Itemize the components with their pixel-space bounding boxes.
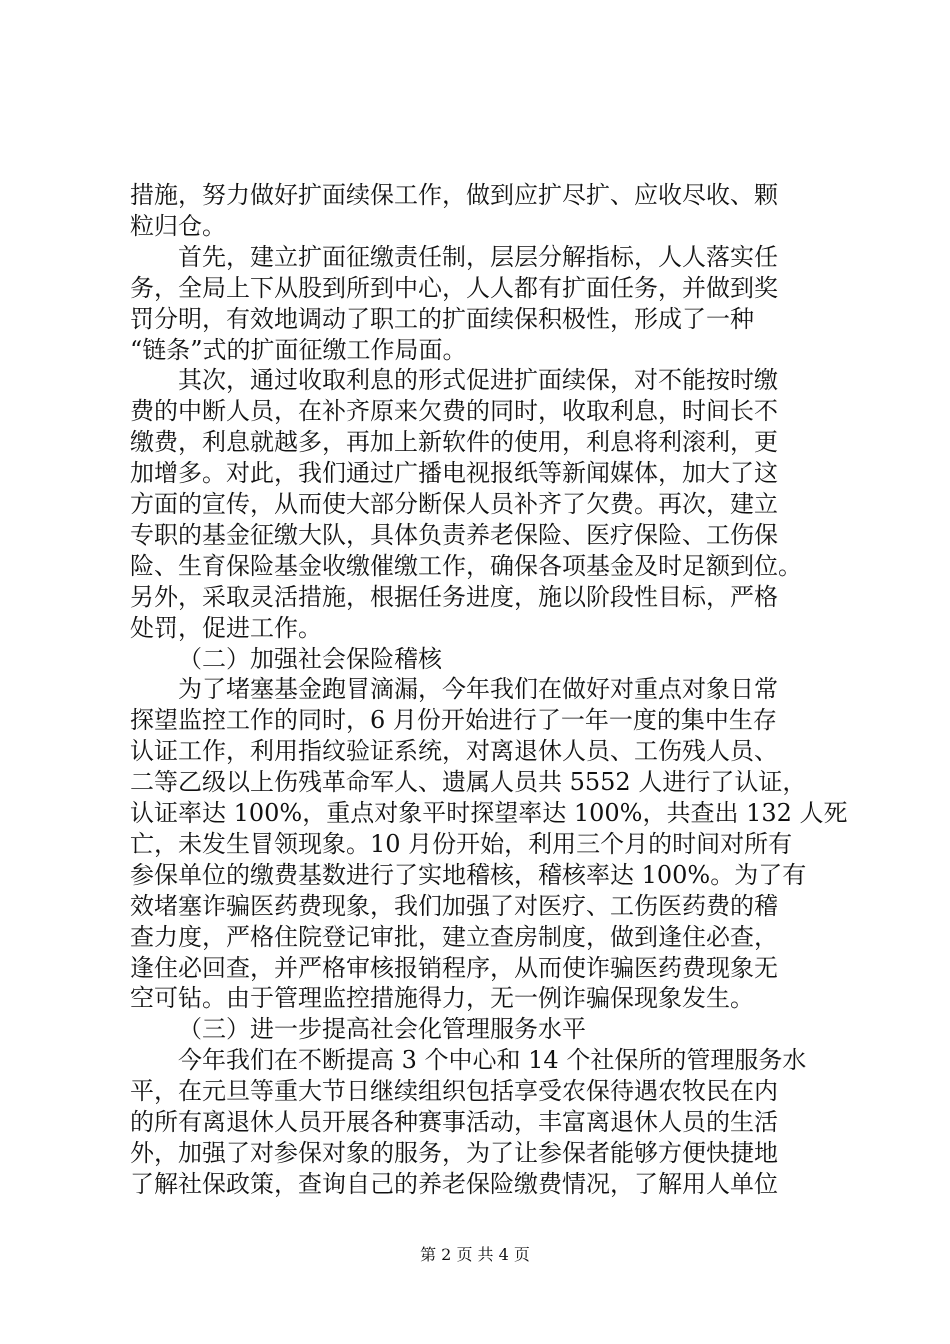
paragraph-line: 平，在元旦等重大节日继续组织包括享受农保待遇农牧民在内 — [130, 1077, 778, 1105]
paragraph-line: 另外，采取灵活措施，根据任务进度，施以阶段性目标，严格 — [130, 583, 778, 611]
paragraph-line: 效堵塞诈骗医药费现象，我们加强了对医疗、工伤医药费的稽 — [130, 892, 778, 920]
paragraph-line: 今年我们在不断提高 3 个中心和 14 个社保所的管理服务水 — [178, 1046, 807, 1074]
paragraph-line: “链条”式的扩面征缴工作局面。 — [130, 336, 467, 364]
paragraph-line: 缴费，利息就越多，再加上新软件的使用，利息将利滚利，更 — [130, 428, 778, 456]
paragraph-line: 空可钻。由于管理监控措施得力，无一例诈骗保现象发生。 — [130, 984, 754, 1012]
paragraph-line: 加增多。对此，我们通过广播电视报纸等新闻媒体，加大了这 — [130, 459, 778, 487]
paragraph-line: 二等乙级以上伤残革命军人、遗属人员共 5552 人进行了认证， — [130, 768, 807, 796]
paragraph-line: 认证工作，利用指纹验证系统，对离退休人员、工伤残人员、 — [130, 737, 778, 765]
paragraph-line: 粒归仓。 — [130, 212, 226, 240]
paragraph-line: 逢住必回查，并严格审核报销程序，从而使诈骗医药费现象无 — [130, 954, 778, 982]
paragraph-line: 险、生育保险基金收缴催缴工作，确保各项基金及时足额到位。 — [130, 552, 802, 580]
section-heading: （二）加强社会保险稽核 — [178, 645, 442, 673]
paragraph-line: 其次，通过收取利息的形式促进扩面续保，对不能按时缴 — [178, 366, 778, 394]
paragraph-line: 首先，建立扩面征缴责任制，层层分解指标，人人落实任 — [178, 243, 778, 271]
paragraph-line: 措施，努力做好扩面续保工作，做到应扩尽扩、应收尽收、颗 — [130, 181, 778, 209]
paragraph-line: 费的中断人员，在补齐原来欠费的同时，收取利息，时间长不 — [130, 397, 778, 425]
paragraph-line: 专职的基金征缴大队，具体负责养老保险、医疗保险、工伤保 — [130, 521, 778, 549]
paragraph-line: 探望监控工作的同时，6 月份开始进行了一年一度的集中生存 — [130, 706, 777, 734]
paragraph-line: 外，加强了对参保对象的服务，为了让参保者能够方便快捷地 — [130, 1139, 778, 1167]
paragraph-line: 参保单位的缴费基数进行了实地稽核，稽核率达 100%。为了有 — [130, 861, 807, 889]
paragraph-line: 处罚，促进工作。 — [130, 614, 322, 642]
paragraph-line: 务，全局上下从股到所到中心，人人都有扩面任务，并做到奖 — [130, 274, 778, 302]
paragraph-line: 查力度，严格住院登记审批，建立查房制度，做到逢住必查， — [130, 923, 778, 951]
paragraph-line: 罚分明，有效地调动了职工的扩面续保积极性，形成了一种 — [130, 305, 754, 333]
paragraph-line: 了解社保政策，查询自己的养老保险缴费情况，了解用人单位 — [130, 1170, 778, 1198]
section-heading: （三）进一步提高社会化管理服务水平 — [178, 1015, 586, 1043]
page-number-footer: 第 2 页 共 4 页 — [420, 1245, 530, 1264]
paragraph-line: 为了堵塞基金跑冒滴漏，今年我们在做好对重点对象日常 — [178, 675, 778, 703]
paragraph-line: 认证率达 100%，重点对象平时探望率达 100%，共查出 132 人死 — [130, 799, 848, 827]
paragraph-line: 的所有离退休人员开展各种赛事活动，丰富离退休人员的生活 — [130, 1108, 778, 1136]
paragraph-line: 亡，未发生冒领现象。10 月份开始，利用三个月的时间对所有 — [130, 830, 793, 858]
paragraph-line: 方面的宣传，从而使大部分断保人员补齐了欠费。再次，建立 — [130, 490, 778, 518]
